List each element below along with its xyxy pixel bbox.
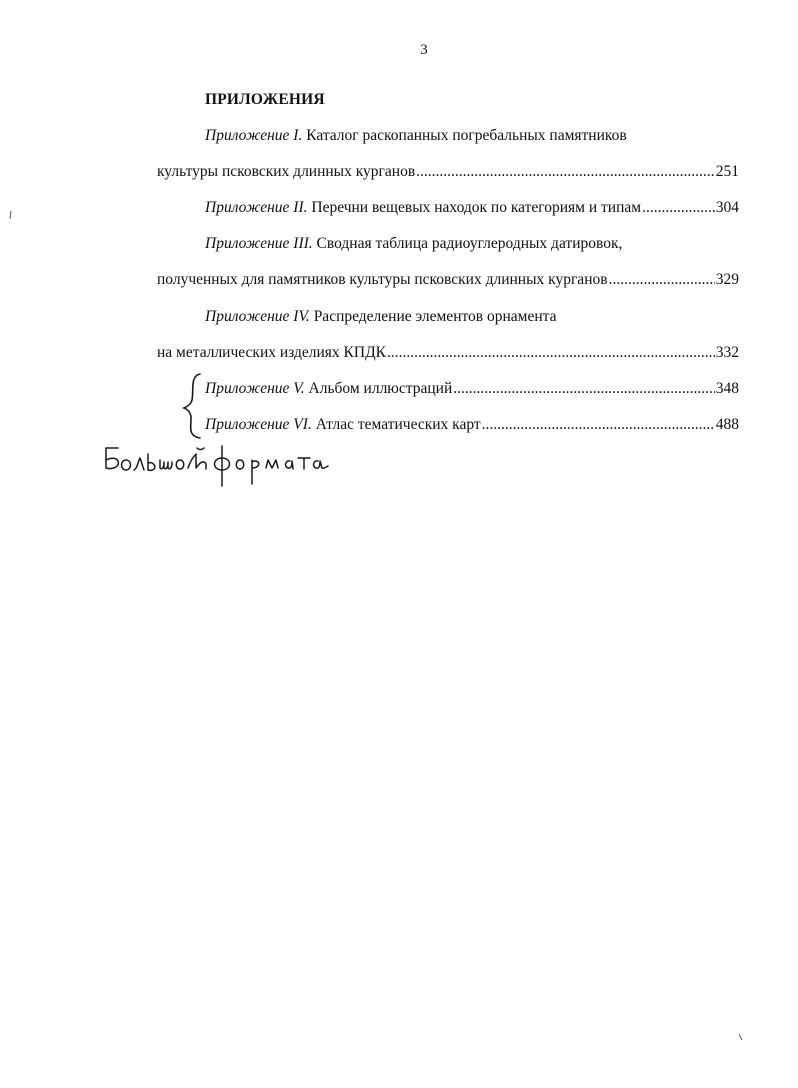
handwritten-brace	[180, 370, 210, 442]
appendix-3-line-2	[157, 270, 739, 290]
appendix-1-label: Приложение I.	[205, 127, 303, 144]
scan-mark	[8, 210, 14, 220]
appendix-1-line-1	[205, 126, 627, 146]
appendix-3-title-part-1: Сводная таблица радиоуглеродных датировок,	[312, 235, 623, 252]
appendix-5-line	[205, 379, 739, 399]
leader-dots	[387, 343, 715, 363]
appendix-1-title-part-2: культуры псковских длинных курганов	[157, 163, 416, 180]
leader-dots	[642, 198, 715, 218]
appendix-6-title: Атлас тематических карт	[311, 416, 481, 433]
appendix-1-title-part-1: Каталог раскопанных погребальных памятников	[302, 127, 627, 144]
section-heading: ПРИЛОЖЕНИЯ	[205, 91, 325, 108]
appendix-3-label: Приложение III.	[205, 235, 313, 252]
leader-dots	[453, 379, 715, 399]
appendix-2-line	[205, 198, 739, 218]
appendix-4-page: 332	[715, 344, 739, 361]
appendix-4-line-2	[157, 343, 739, 363]
page-number: 3	[420, 42, 428, 58]
appendix-5-label: Приложение V.	[205, 380, 305, 397]
leader-dots	[482, 415, 715, 435]
appendix-5-page: 348	[715, 380, 739, 397]
appendix-4-line-1	[205, 307, 557, 327]
appendix-4-title-part-2: на металлических изделиях КПДК	[157, 344, 387, 361]
appendix-6-label: Приложение VI.	[205, 416, 312, 433]
appendix-3-page: 329	[715, 271, 739, 288]
appendix-2-page: 304	[715, 199, 739, 216]
handwritten-note	[100, 440, 330, 490]
leader-dots	[609, 270, 715, 290]
scan-mark	[738, 1032, 744, 1042]
appendix-3-line-1	[205, 234, 622, 254]
appendix-4-title-part-1: Распределение элементов орнамента	[309, 308, 557, 325]
appendix-4-label: Приложение IV.	[205, 308, 310, 325]
appendix-2-label: Приложение II.	[205, 199, 308, 216]
appendix-5-title: Альбом иллюстраций	[304, 380, 453, 397]
appendix-2-title: Перечни вещевых находок по категориям и типам	[307, 199, 642, 216]
appendix-1-line-2	[157, 162, 739, 182]
appendix-6-page: 488	[715, 416, 739, 433]
appendix-6-line	[205, 415, 739, 435]
appendix-3-title-part-2: полученных для памятников культуры псковских длинных курганов	[157, 271, 608, 288]
leader-dots	[416, 162, 715, 182]
appendix-1-page: 251	[715, 163, 739, 180]
